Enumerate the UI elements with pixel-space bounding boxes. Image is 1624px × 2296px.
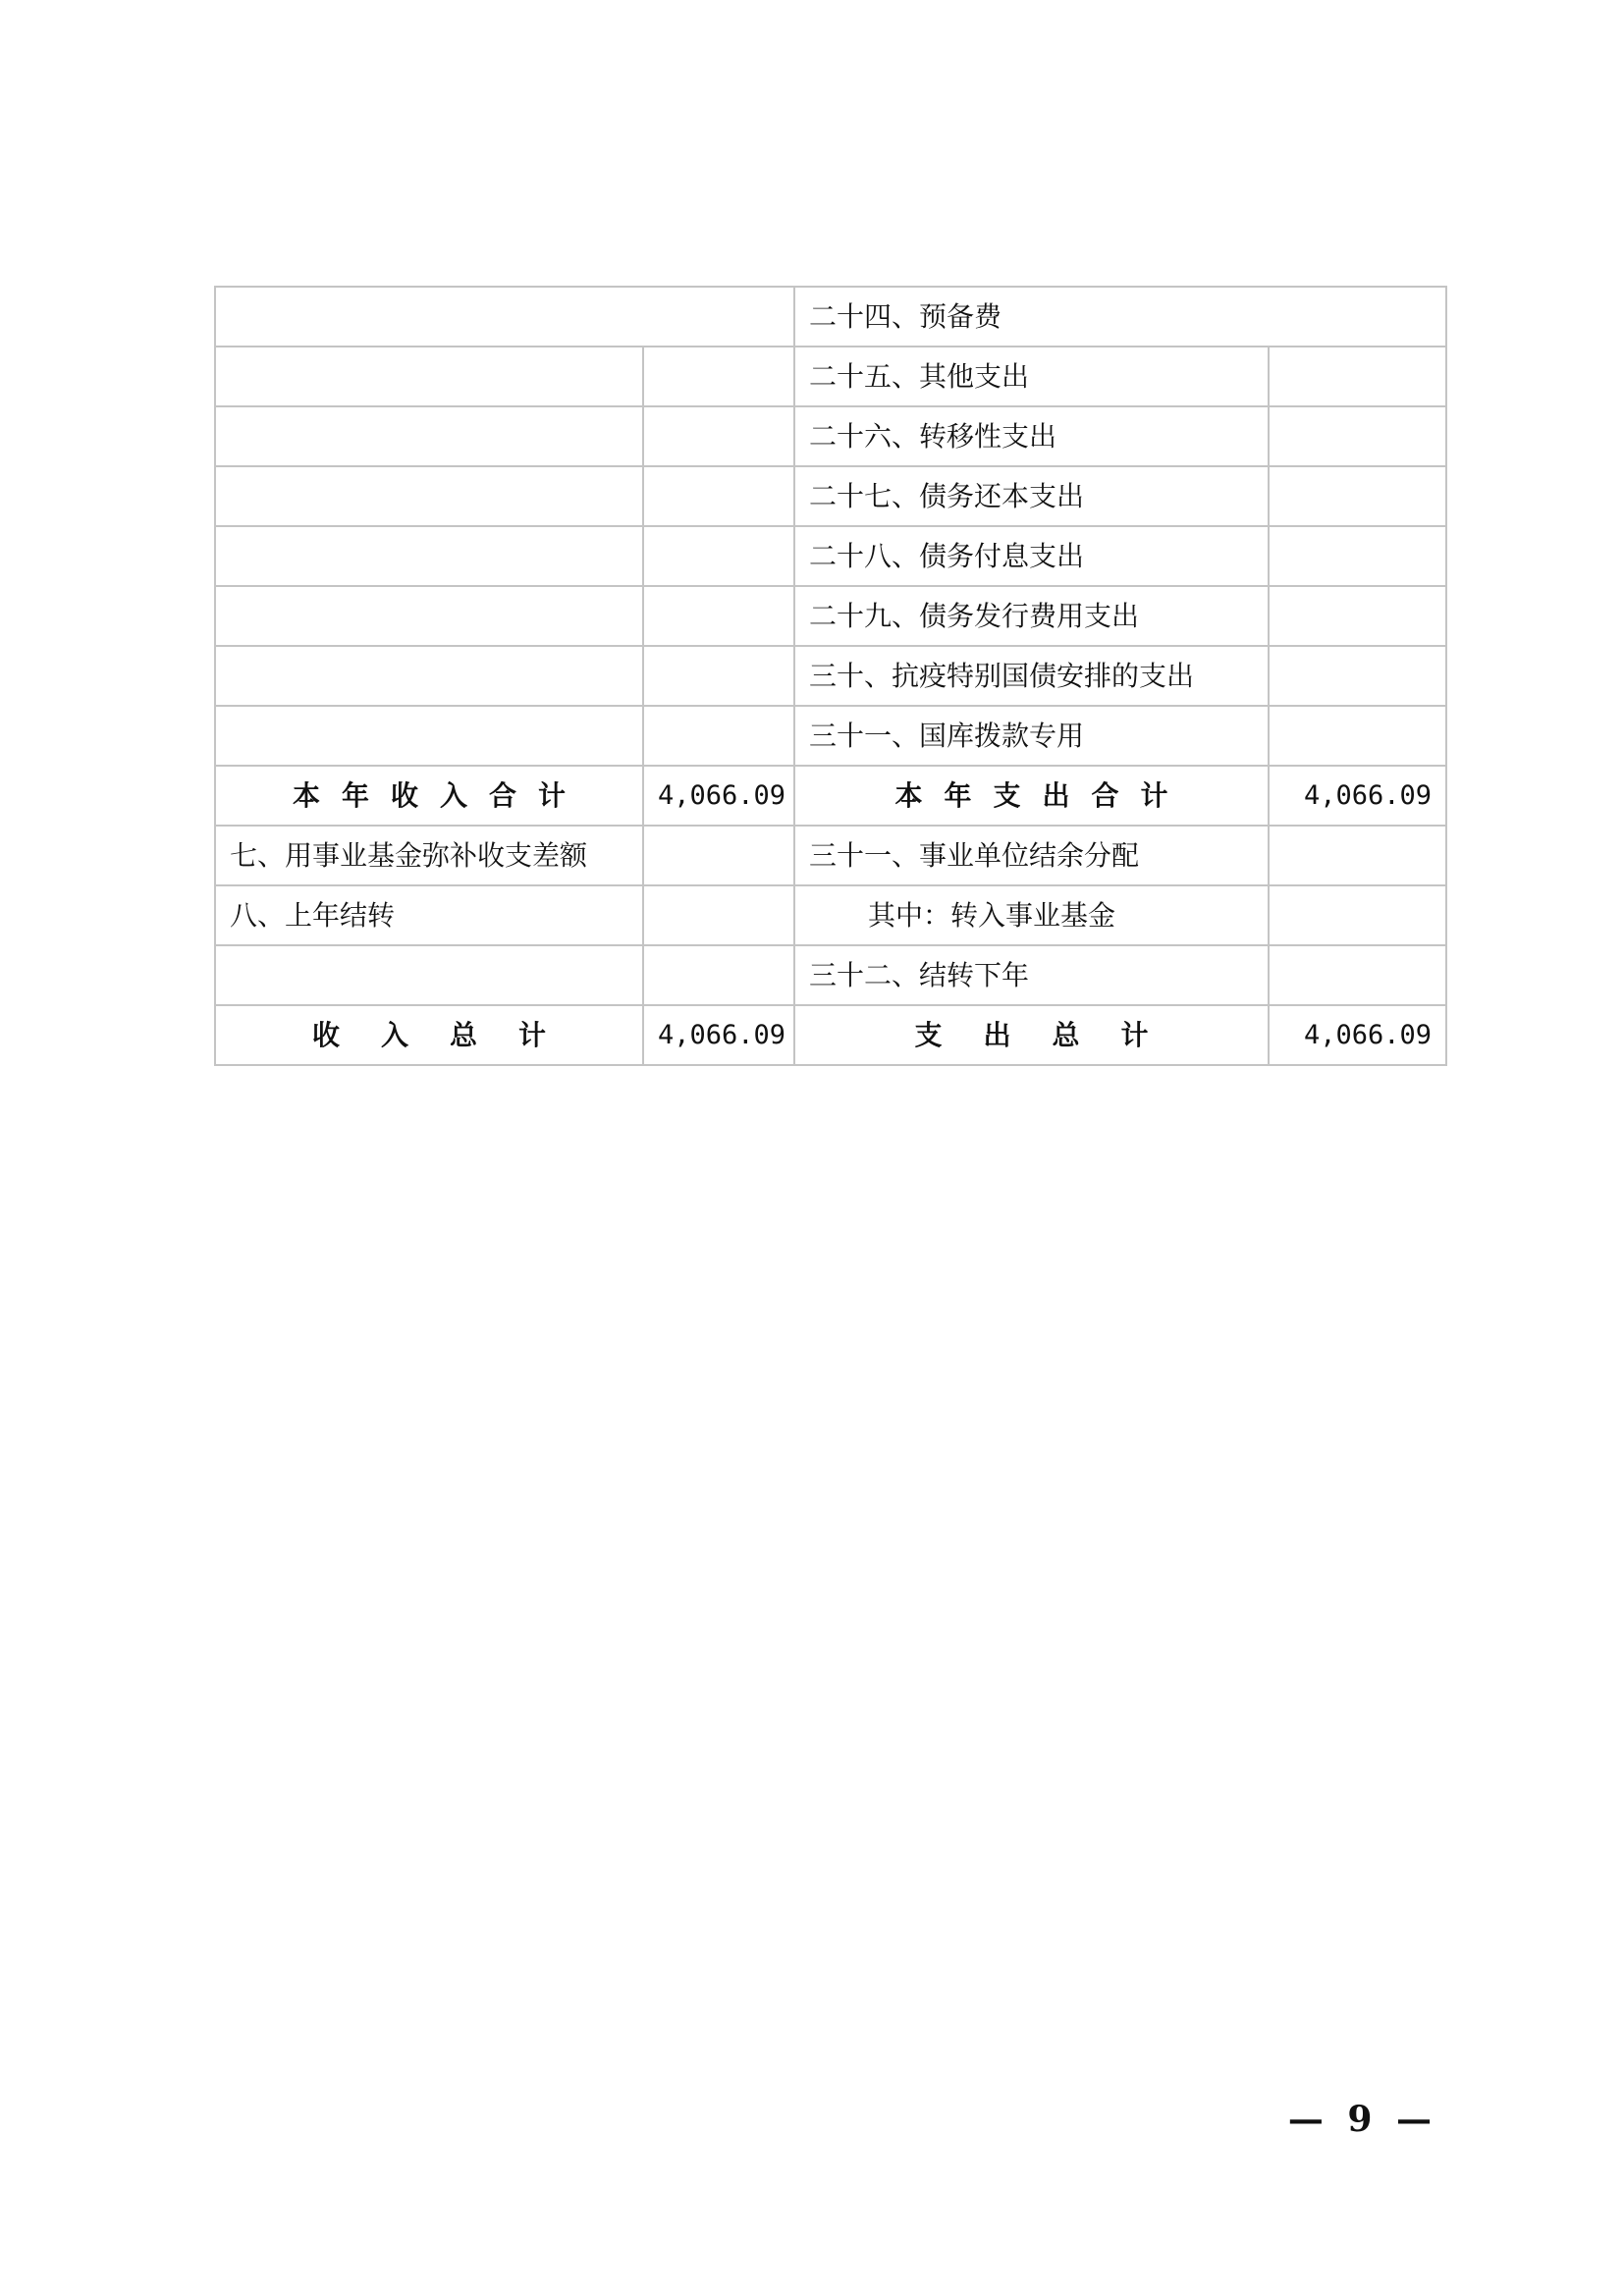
income-amount-cell — [643, 945, 794, 1005]
income-label-cell: 八、上年结转 — [215, 885, 643, 945]
expense-total-label: 本年支出合计 — [794, 766, 1269, 826]
income-label-cell — [215, 526, 643, 586]
page-number: — 9 — — [1287, 2099, 1437, 2140]
expense-label-cell: 其中：转入事业基金 — [794, 885, 1269, 945]
expense-label-cell: 三十、抗疫特别国债安排的支出 — [794, 646, 1269, 706]
income-amount-cell — [643, 406, 794, 466]
expense-amount-cell — [1269, 646, 1446, 706]
expense-label-cell: 三十一、国库拨款专用 — [794, 706, 1269, 766]
table-row — [215, 826, 1446, 885]
income-label-cell — [215, 945, 643, 1005]
income-grand-total-amount: 4,066.09 — [643, 1005, 794, 1065]
expense-amount-cell — [1269, 466, 1446, 526]
income-amount-cell — [643, 706, 794, 766]
income-amount-cell — [643, 885, 794, 945]
expense-amount-cell — [1269, 406, 1446, 466]
income-amount-cell — [643, 646, 794, 706]
expense-label-cell: 二十六、转移性支出 — [794, 406, 1269, 466]
expense-label-cell: 三十一、事业单位结余分配 — [794, 826, 1269, 885]
expense-label-cell: 二十九、债务发行费用支出 — [794, 586, 1269, 646]
table-row — [215, 466, 1446, 526]
table-row — [215, 526, 1446, 586]
expense-amount-cell — [1269, 347, 1446, 406]
income-amount-cell — [643, 347, 794, 406]
income-amount-cell — [643, 826, 794, 885]
table-row — [215, 885, 1446, 945]
expense-grand-total-amount: 4,066.09 — [1269, 1005, 1446, 1065]
expense-label-cell: 三十二、结转下年 — [794, 945, 1269, 1005]
expense-grand-total-label: 支出总计 — [794, 1005, 1269, 1065]
expense-amount-cell — [1269, 945, 1446, 1005]
budget-table — [214, 286, 1447, 1066]
expense-amount-cell — [1269, 826, 1446, 885]
income-label-cell — [215, 586, 643, 646]
table-row — [215, 945, 1446, 1005]
expense-amount-cell — [1269, 885, 1446, 945]
income-label-cell — [215, 646, 643, 706]
income-total-amount: 4,066.09 — [643, 766, 794, 826]
income-label-cell — [215, 347, 643, 406]
expense-label-cell: 二十七、债务还本支出 — [794, 466, 1269, 526]
table-row — [215, 646, 1446, 706]
table-row — [215, 586, 1446, 646]
empty-cell — [215, 287, 794, 347]
income-amount-cell — [643, 586, 794, 646]
income-label-cell — [215, 706, 643, 766]
income-label-cell — [215, 466, 643, 526]
expense-label-cell: 二十四、预备费 — [794, 287, 1446, 347]
expense-total-amount: 4,066.09 — [1269, 766, 1446, 826]
income-total-label: 本年收入合计 — [215, 766, 643, 826]
expense-amount-cell — [1269, 526, 1446, 586]
table-row — [215, 406, 1446, 466]
income-grand-total-label: 收入总计 — [215, 1005, 643, 1065]
current-year-total-row — [215, 766, 1446, 826]
income-label-cell — [215, 406, 643, 466]
table-row — [215, 347, 1446, 406]
income-amount-cell — [643, 526, 794, 586]
grand-total-row — [215, 1005, 1446, 1065]
table-row-yubei — [215, 287, 1446, 347]
expense-amount-cell — [1269, 706, 1446, 766]
expense-amount-cell — [1269, 586, 1446, 646]
income-amount-cell — [643, 466, 794, 526]
expense-label-cell: 二十五、其他支出 — [794, 347, 1269, 406]
expense-label-cell: 二十八、债务付息支出 — [794, 526, 1269, 586]
table-row — [215, 706, 1446, 766]
income-label-cell: 七、用事业基金弥补收支差额 — [215, 826, 643, 885]
